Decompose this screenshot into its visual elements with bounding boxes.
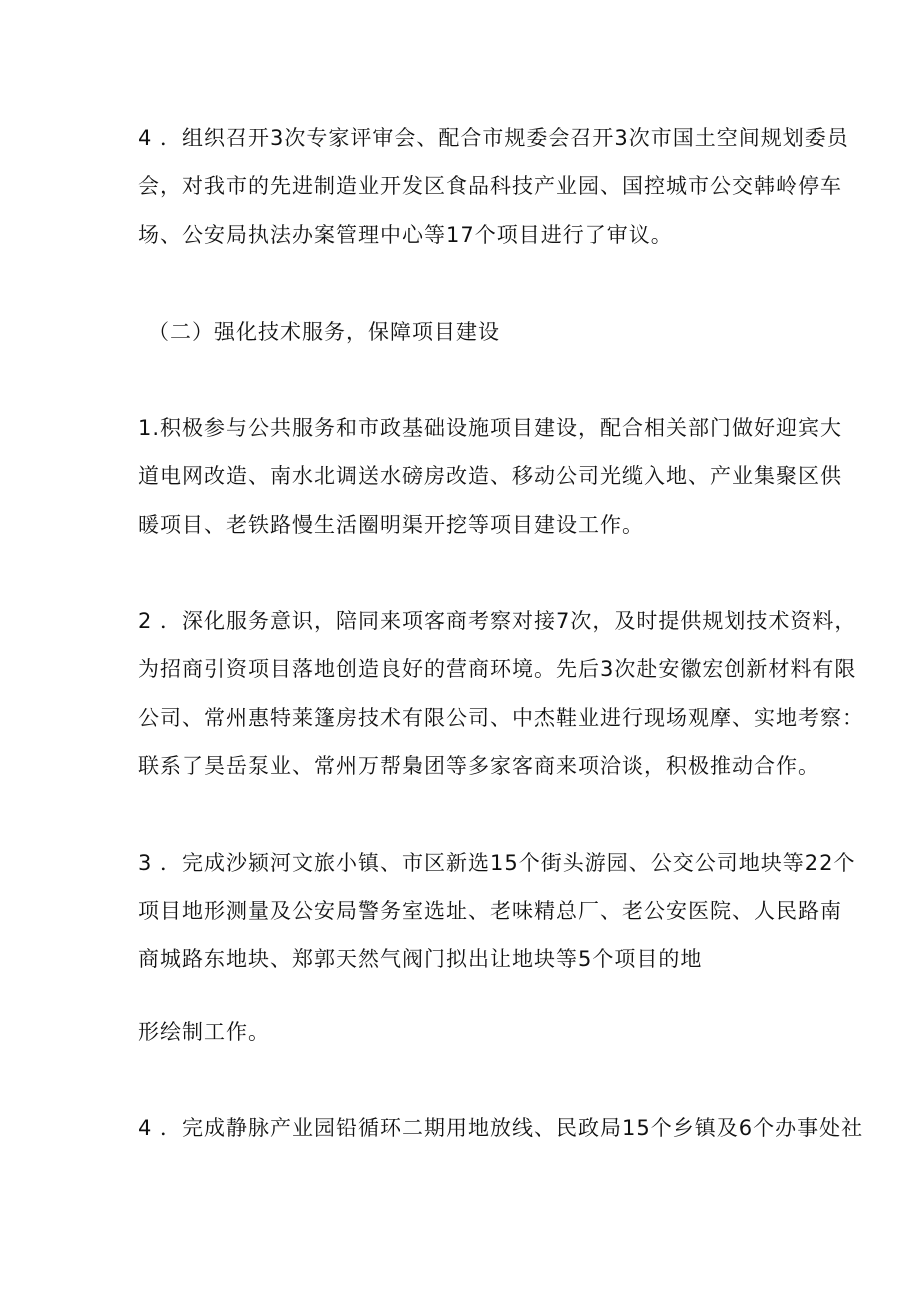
paragraph-2-line-3: 公司、常州惠特莱篷房技术有限公司、中杰鞋业进行现场观摩、实地考察：: [138, 706, 864, 730]
paragraph-4-line-1: 4 ．组织召开3次专家评审会、配合市规委会召开3次市国土空间规划委员: [138, 126, 849, 150]
paragraph-2-line-1: 2 ．深化服务意识，陪同来项客商考察对接7次，及时提供规划技术资料，: [138, 609, 857, 633]
paragraph-4b-line-1: 4 ．完成静脉产业园铅循环二期用地放线、民政局15个乡镇及6个办事处社: [138, 1116, 864, 1140]
paragraph-4-line-3: 场、公安局执法办案管理中心等17个项目进行了审议。: [138, 223, 673, 247]
paragraph-1-line-3: 暖项目、老铁路慢生活圈明渠开挖等项目建设工作。: [138, 513, 644, 537]
paragraph-2-line-2: 为招商引资项目落地创造良好的营商环境。先后3次赴安徽宏创新材料有限: [138, 657, 857, 681]
paragraph-3-line-3: 商城路东地块、郑郭天然气阀门拟出让地块等5个项目的地: [138, 947, 703, 971]
paragraph-3-line-1: 3 ．完成沙颍河文旅小镇、市区新选15个街头游园、公交公司地块等22个: [138, 851, 856, 875]
paragraph-1-line-2: 道电网改造、南水北调送水磅房改造、移动公司光缆入地、产业集聚区供: [138, 464, 842, 488]
paragraph-1-line-1: 1.积极参与公共服务和市政基础设施项目建设，配合相关部门做好迎宾大: [138, 416, 843, 440]
paragraph-3-line-2: 项目地形测量及公安局警务室选址、老味精总厂、老公安医院、人民路南: [138, 899, 842, 923]
section-heading: （二）强化技术服务，保障项目建设: [148, 320, 500, 344]
paragraph-2-line-4: 联系了昊岳泵业、常州万帮梟团等多家客商来项洽谈，积极推动合作。: [138, 754, 820, 778]
paragraph-4-line-2: 会，对我市的先进制造业开发区食品科技产业园、国控城市公交韩岭停车: [138, 174, 842, 198]
paragraph-3-line-4: 形绘制工作。: [138, 1020, 270, 1044]
